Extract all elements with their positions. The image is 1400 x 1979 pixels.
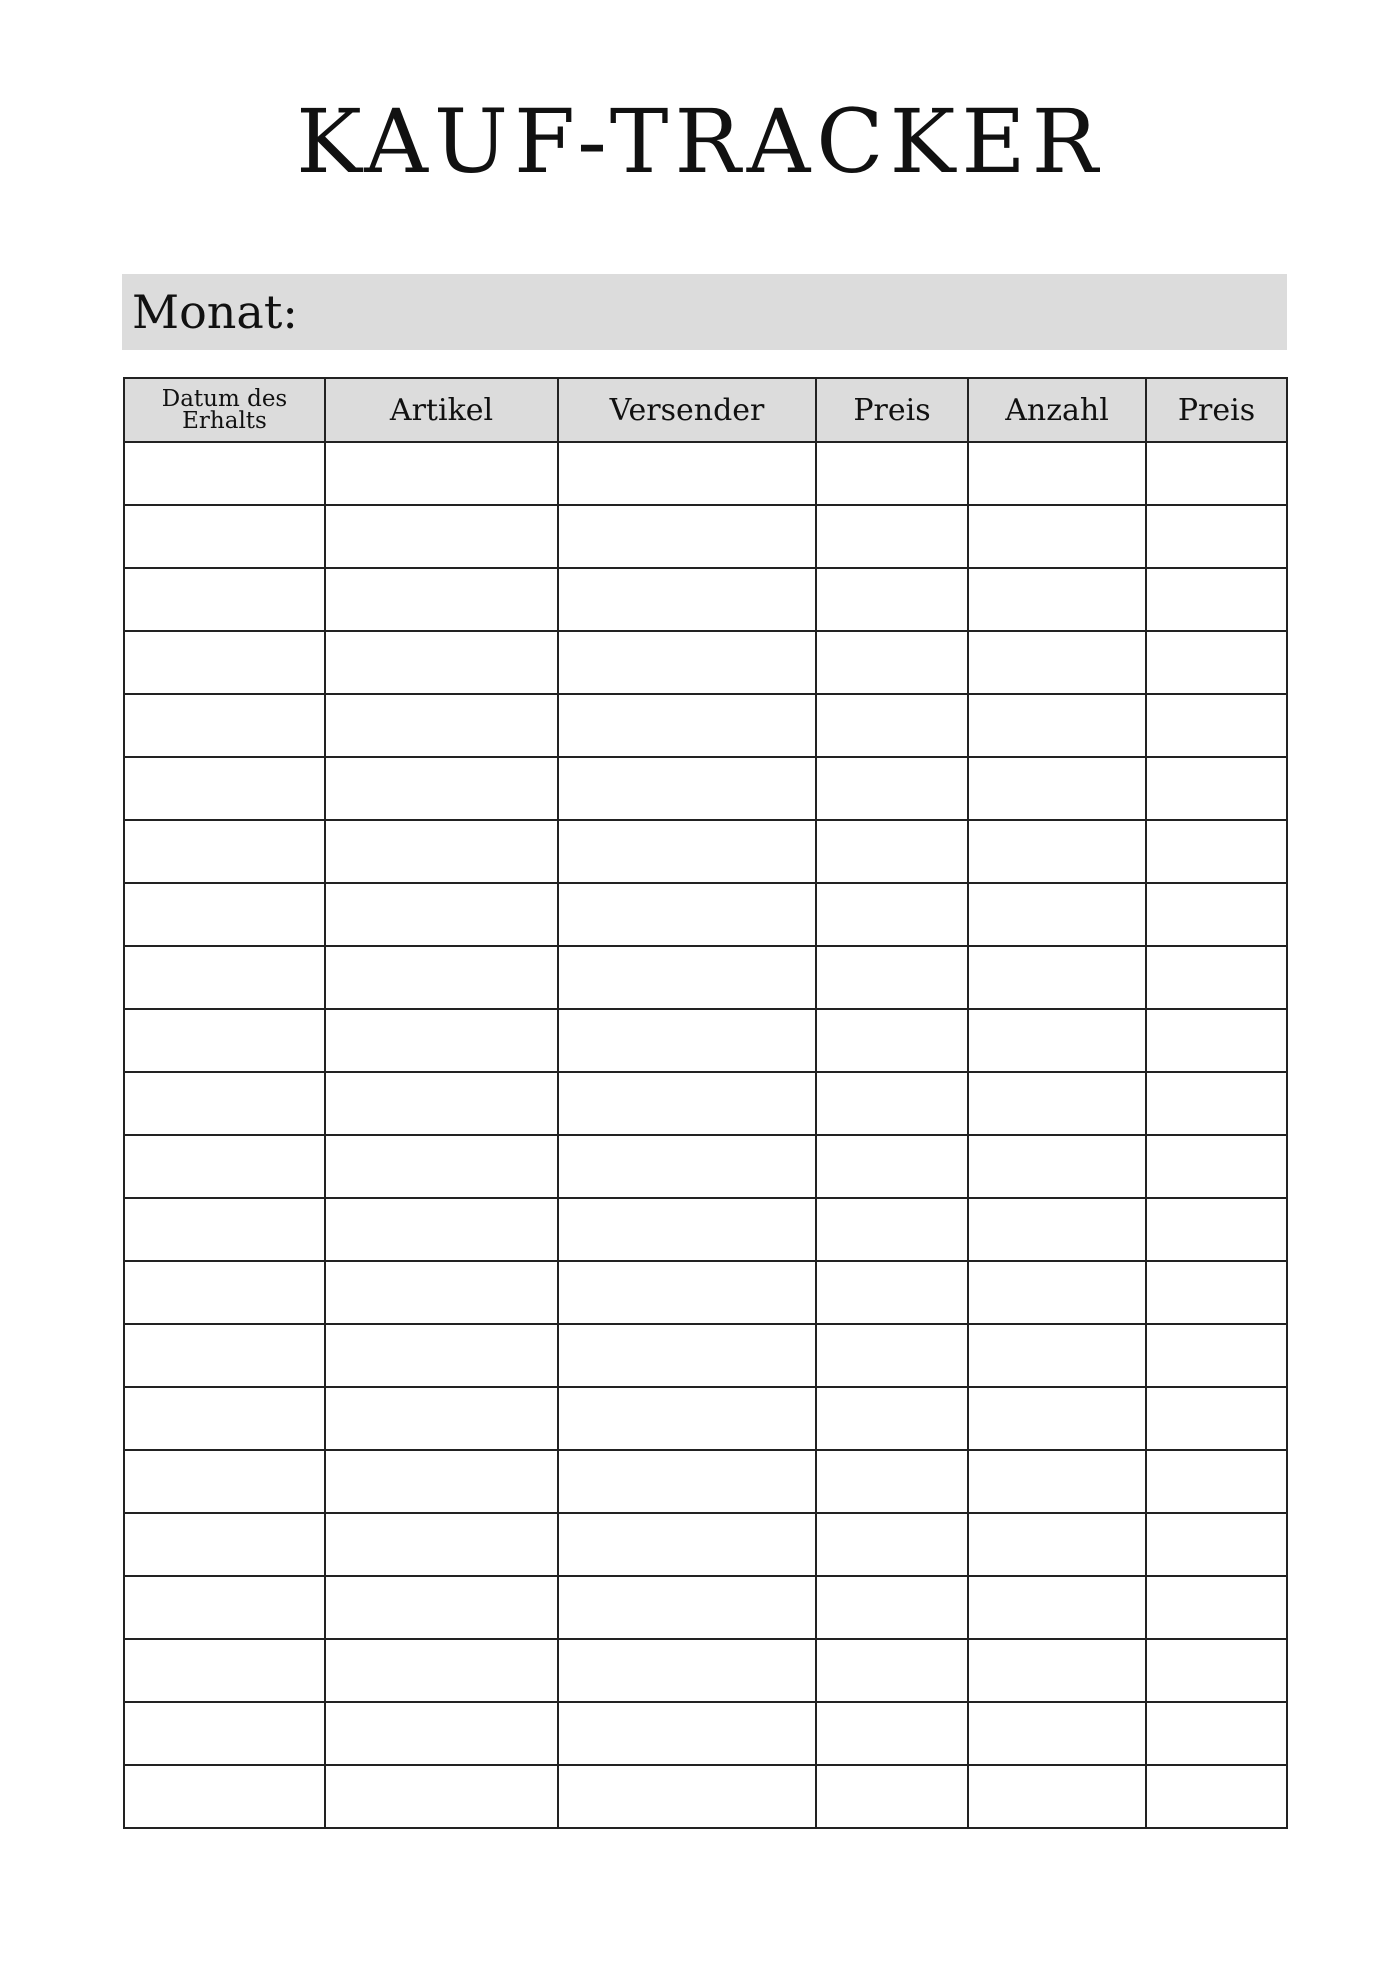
table-row [124,1261,1287,1324]
sender-cell[interactable] [558,1009,816,1072]
article-cell[interactable] [325,820,558,883]
header-price: Preis [816,378,968,442]
date-cell[interactable] [124,1135,325,1198]
date-cell[interactable] [124,1261,325,1324]
quantity-cell[interactable] [968,1324,1146,1387]
quantity-cell[interactable] [968,1198,1146,1261]
total-price-cell[interactable] [1146,1576,1287,1639]
date-cell[interactable] [124,820,325,883]
price-cell[interactable] [816,1009,968,1072]
total-price-cell[interactable] [1146,1072,1287,1135]
header-date-received-line1: Datum des [161,386,288,412]
date-cell[interactable] [124,442,325,505]
table-row [124,1576,1287,1639]
article-cell[interactable] [325,1576,558,1639]
quantity-cell[interactable] [968,1639,1146,1702]
price-cell[interactable] [816,1513,968,1576]
quantity-cell[interactable] [968,568,1146,631]
article-cell[interactable] [325,1513,558,1576]
date-cell[interactable] [124,946,325,1009]
total-price-cell[interactable] [1146,631,1287,694]
article-cell[interactable] [325,505,558,568]
sender-cell[interactable] [558,946,816,1009]
table-header-row [124,378,1287,442]
header-quantity: Anzahl [968,378,1146,442]
total-price-cell[interactable] [1146,1639,1287,1702]
article-cell[interactable] [325,1072,558,1135]
quantity-cell[interactable] [968,1261,1146,1324]
table-row [124,442,1287,505]
quantity-cell[interactable] [968,1765,1146,1828]
date-cell[interactable] [124,1009,325,1072]
article-cell[interactable] [325,1324,558,1387]
total-price-cell[interactable] [1146,757,1287,820]
total-price-cell[interactable] [1146,946,1287,1009]
header-date-received [124,378,325,442]
price-cell[interactable] [816,1198,968,1261]
page-title: KAUF-TRACKER [296,90,1104,193]
price-cell[interactable] [816,1639,968,1702]
sender-cell[interactable] [558,1576,816,1639]
total-price-cell[interactable] [1146,1324,1287,1387]
table-row [124,1765,1287,1828]
sender-cell[interactable] [558,631,816,694]
total-price-cell[interactable] [1146,442,1287,505]
article-cell[interactable] [325,631,558,694]
table-row [124,694,1287,757]
quantity-cell[interactable] [968,1009,1146,1072]
sender-cell[interactable] [558,1765,816,1828]
date-cell[interactable] [124,1702,325,1765]
month-field[interactable] [122,274,1287,350]
quantity-cell[interactable] [968,442,1146,505]
header-date-received-line2: Erhalts [182,408,267,434]
date-cell[interactable] [124,1576,325,1639]
article-cell[interactable] [325,1702,558,1765]
sender-cell[interactable] [558,694,816,757]
date-cell[interactable] [124,631,325,694]
table-row [124,1135,1287,1198]
total-price-cell[interactable] [1146,1009,1287,1072]
article-cell[interactable] [325,1198,558,1261]
quantity-cell[interactable] [968,1702,1146,1765]
date-cell[interactable] [124,1198,325,1261]
sender-cell[interactable] [558,1198,816,1261]
sender-cell[interactable] [558,820,816,883]
table-row [124,505,1287,568]
sender-cell[interactable] [558,1702,816,1765]
article-cell[interactable] [325,1009,558,1072]
total-price-cell[interactable] [1146,1387,1287,1450]
sender-cell[interactable] [558,1072,816,1135]
date-cell[interactable] [124,694,325,757]
quantity-cell[interactable] [968,1513,1146,1576]
article-cell[interactable] [325,757,558,820]
quantity-cell[interactable] [968,1576,1146,1639]
table-body [124,442,1287,1828]
table-row [124,1513,1287,1576]
date-cell[interactable] [124,1387,325,1450]
article-cell[interactable] [325,694,558,757]
price-cell[interactable] [816,1261,968,1324]
price-cell[interactable] [816,1387,968,1450]
price-cell[interactable] [816,1702,968,1765]
total-price-cell[interactable] [1146,1198,1287,1261]
sender-cell[interactable] [558,757,816,820]
price-cell[interactable] [816,631,968,694]
price-cell[interactable] [816,1765,968,1828]
quantity-cell[interactable] [968,1135,1146,1198]
quantity-cell[interactable] [968,694,1146,757]
price-cell[interactable] [816,1576,968,1639]
sender-cell[interactable] [558,442,816,505]
total-price-cell[interactable] [1146,883,1287,946]
date-cell[interactable] [124,757,325,820]
date-cell[interactable] [124,1639,325,1702]
sender-cell[interactable] [558,1135,816,1198]
date-cell[interactable] [124,1450,325,1513]
quantity-cell[interactable] [968,883,1146,946]
sender-cell[interactable] [558,1387,816,1450]
article-cell[interactable] [325,442,558,505]
price-cell[interactable] [816,1072,968,1135]
article-cell[interactable] [325,568,558,631]
quantity-cell[interactable] [968,1450,1146,1513]
quantity-cell[interactable] [968,1072,1146,1135]
total-price-cell[interactable] [1146,1702,1287,1765]
price-cell[interactable] [816,694,968,757]
total-price-cell[interactable] [1146,1135,1287,1198]
total-price-cell[interactable] [1146,1261,1287,1324]
table-row [124,757,1287,820]
price-cell[interactable] [816,946,968,1009]
header-article: Artikel [325,378,558,442]
sender-cell[interactable] [558,883,816,946]
quantity-cell[interactable] [968,946,1146,1009]
table-row [124,820,1287,883]
purchase-table [123,377,1288,1829]
price-cell[interactable] [816,1324,968,1387]
date-cell[interactable] [124,1765,325,1828]
total-price-cell[interactable] [1146,1765,1287,1828]
price-cell[interactable] [816,505,968,568]
sender-cell[interactable] [558,1639,816,1702]
price-cell[interactable] [816,442,968,505]
total-price-cell[interactable] [1146,568,1287,631]
date-cell[interactable] [124,1072,325,1135]
header-sender: Versender [558,378,816,442]
date-cell[interactable] [124,505,325,568]
price-cell[interactable] [816,757,968,820]
table-row [124,1198,1287,1261]
table-row [124,1702,1287,1765]
sender-cell[interactable] [558,505,816,568]
date-cell[interactable] [124,1513,325,1576]
total-price-cell[interactable] [1146,1513,1287,1576]
sender-cell[interactable] [558,568,816,631]
quantity-cell[interactable] [968,631,1146,694]
sender-cell[interactable] [558,1324,816,1387]
month-label: Monat: [132,285,298,339]
total-price-cell[interactable] [1146,694,1287,757]
table-row [124,1387,1287,1450]
table-row [124,946,1287,1009]
table-row [124,1639,1287,1702]
article-cell[interactable] [325,883,558,946]
date-cell[interactable] [124,883,325,946]
article-cell[interactable] [325,1765,558,1828]
article-cell[interactable] [325,1261,558,1324]
price-cell[interactable] [816,1450,968,1513]
article-cell[interactable] [325,1639,558,1702]
price-cell[interactable] [816,820,968,883]
price-cell[interactable] [816,1135,968,1198]
total-price-cell[interactable] [1146,505,1287,568]
sender-cell[interactable] [558,1450,816,1513]
table-row [124,631,1287,694]
header-total-price: Preis [1146,378,1287,442]
quantity-cell[interactable] [968,757,1146,820]
table-row [124,1324,1287,1387]
quantity-cell[interactable] [968,820,1146,883]
table-row [124,883,1287,946]
table-row [124,1450,1287,1513]
quantity-cell[interactable] [968,505,1146,568]
table-row [124,568,1287,631]
article-cell[interactable] [325,946,558,1009]
article-cell[interactable] [325,1450,558,1513]
table-row [124,1009,1287,1072]
article-cell[interactable] [325,1387,558,1450]
date-cell[interactable] [124,1324,325,1387]
article-cell[interactable] [325,1135,558,1198]
price-cell[interactable] [816,883,968,946]
table-row [124,1072,1287,1135]
sender-cell[interactable] [558,1513,816,1576]
date-cell[interactable] [124,568,325,631]
total-price-cell[interactable] [1146,820,1287,883]
total-price-cell[interactable] [1146,1450,1287,1513]
quantity-cell[interactable] [968,1387,1146,1450]
sender-cell[interactable] [558,1261,816,1324]
price-cell[interactable] [816,568,968,631]
